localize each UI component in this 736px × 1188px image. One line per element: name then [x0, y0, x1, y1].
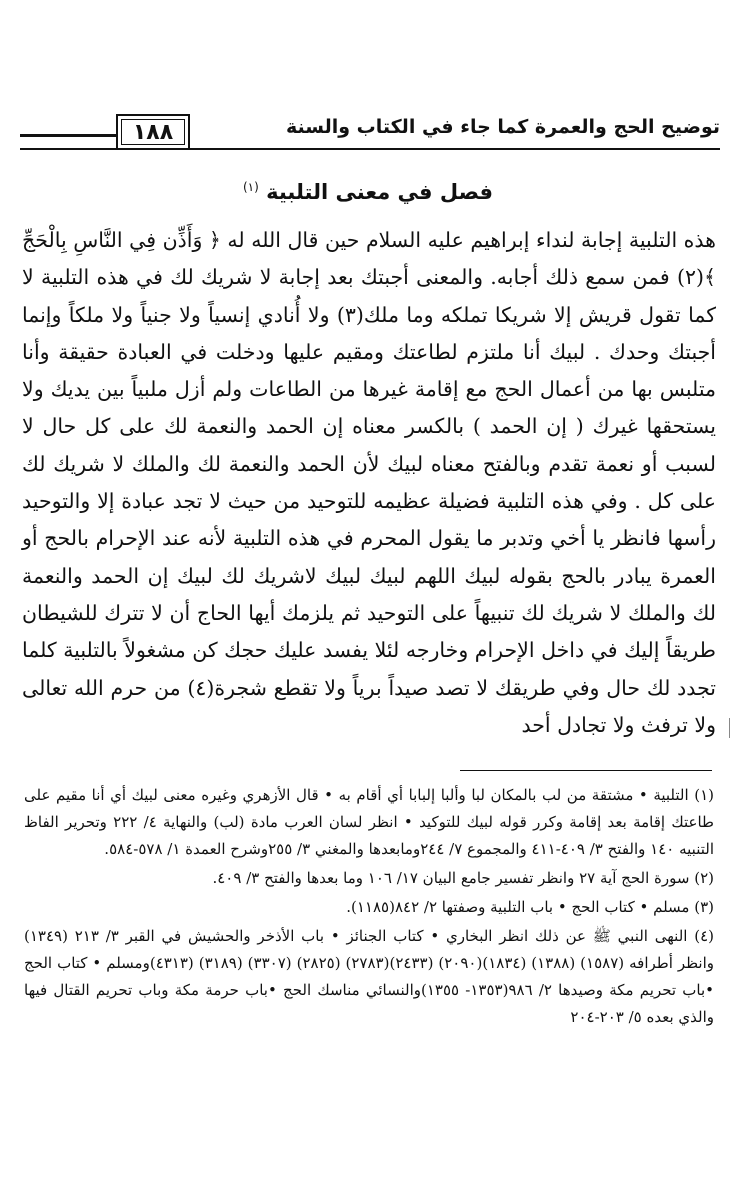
section-note-marker: (١)	[242, 180, 259, 194]
header-left-rule	[20, 134, 116, 137]
page-number: ١٨٨	[116, 114, 190, 150]
section-heading	[0, 180, 736, 204]
footnote-4: (٤) النهى النبي ﷺ عن ذلك انظر البخاري • كتاب الجنائز • باب الأذخر والحشيش في القبر ٣/ ٢١٣ (١٣٤٩) وانظر أطرافه (١٥٨٧) (١٣٨٨) (١٨٣٤)(٢٠٩٠) (٢٤٣٣)(٢٧٨٣) (٢٨٢٥) (٣٣٠٧) (٣١٨٩) (٤٣١٣)ومسلم • كتاب الحج •باب تحريم مكة وصيدها ٢/ ٩٨٦(١٣٥٣- ١٣٥٥)والنسائي مناسك الحج •باب حرمة مكة وباب تحريم القتال فيها والذي بعده ٥/ ٢٠٣-٢٠٤	[24, 927, 715, 1026]
body-paragraph: هذه التلبية إجابة لنداء إبراهيم عليه السلام حين قال الله له ﴿ وَأَذِّن فِي النَّاسِ بِالْحَجِّ ﴾(٢) فمن سمع ذلك أجابه. والمعنى أجبتك بعد إجابة لا شريك لك في هذه التلبية لا كما تقول قريش إلا شريكا تملكه وما ملك(٣) ولا أُنادي إنسياً ولا جنياً ولا ملكاً وإنما أجبتك وحدك . لبيك أنا ملتزم لطاعتك ومقيم عليها ودخلت في العبادة حقيقة وأنا متلبس بها من أعمال الحج مع إقامة غيرها من الطاعات ولم أزل ملبياً بين يديك ولا يستحقها غيرك ( إن الحمد ) بالكسر معناه إن الحمد والنعمة لك على كل حال لا لسبب أو نعمة تقدم وبالفتح معناه لبيك لأن الحمد والنعمة لك والملك لا شريك لك على كل . وفي هذه التلبية فضيلة عظيمه للتوحيد من حيث لا تجد عبادة إلا والتوحيد رأسها فانظر يا أخي وتدبر ما يقول المحرم في هذه التلبية لأنه عند الإحرام بالحج أو العمرة يبادر بالحج بقوله لبيك اللهم لبيك لبيك لاشريك لك لبيك إن الحمد والنعمة لك والملك لا شريك لك تنبيهاً على التوحيد ثم يلزمك أيها الحاج أن لا تترك للشيطان طريقاً إليك في داخل الإحرام وخارجه لئلا يفسد عليك حجك كن مشغولاً بالتلبية كلما تجدد لك حال وفي طريقك لا تصد صيداً برياً ولا تقطع شجرة(٤) من حرم الله تعالى ولا ترفث ولا تجادل أحد	[22, 228, 717, 737]
footnote-2: (٢) سورة الحج آية ٢٧ وانظر تفسير جامع البيان ١٧/ ١٠٦ وما بعدها والفتح ٣/ ٤٠٩.	[212, 869, 714, 887]
page-header	[20, 112, 720, 152]
footnote-3: (٣) مسلم • كتاب الحج • باب التلبية وصفتها ٢/ ٨٤٢(١١٨٥).	[346, 898, 714, 916]
main-text	[22, 222, 716, 744]
footnote-separator	[460, 770, 712, 771]
section-title-text: فصل في معنى التلبية	[266, 180, 494, 204]
footnotes	[24, 782, 714, 1033]
margin-mark	[729, 718, 730, 738]
running-title: توضيح الحج والعمرة كما جاء في الكتاب والسنة	[285, 116, 720, 138]
footnote-1: (١) التلبية • مشتقة من لب بالمكان لبا وألبا إلبابا أي أقام به • قال الأزهري وغيره معنى لبيك أي أنا مقيم على طاعتك إقامة بعد إقامة وكرر قوله لبيك للتوكيد • انظر لسان العرب مادة (لب) والنهاية ٤/ ٢٢٢ وتحرير الفاظ التنبيه ١٤٠ والفتح ٣/ ٤٠٩-٤١١ والمجموع ٧/ ٢٤٤ومابعدها والمغني ٣/ ٢٥٥وشرح العمدة ١/ ٥٧٨-٥٨٤.	[24, 786, 714, 858]
